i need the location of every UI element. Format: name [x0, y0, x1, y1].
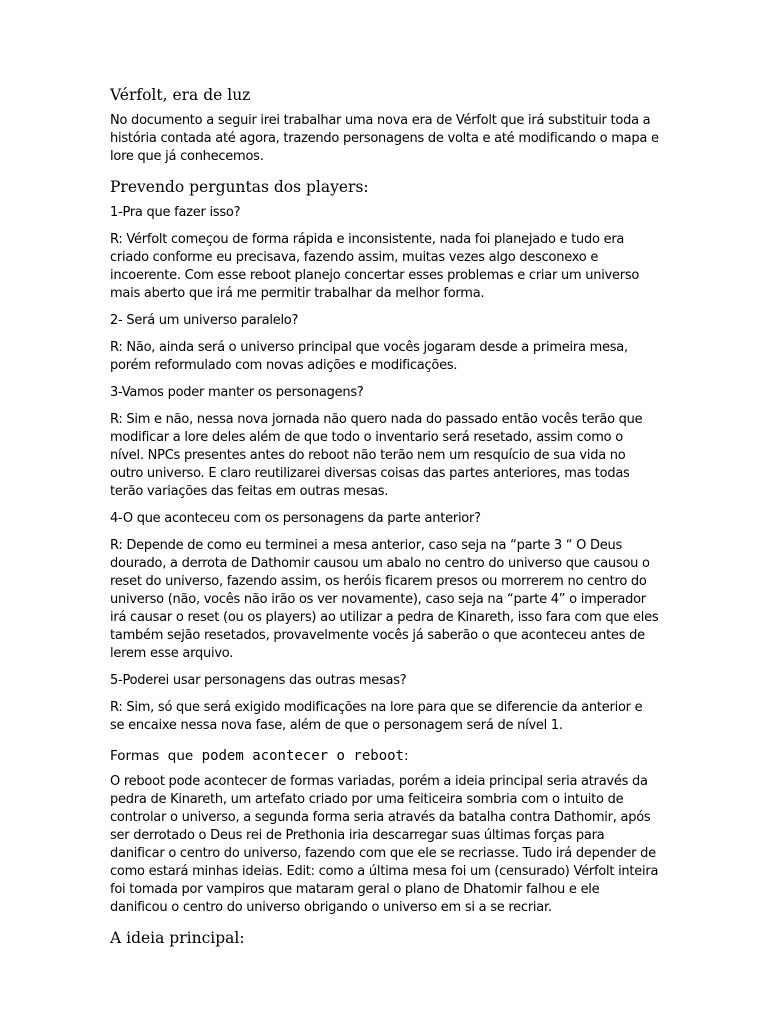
reboot-heading-colon: : [403, 748, 409, 764]
faq-question: 2- Será um universo paralelo? [110, 313, 299, 328]
faq-answer: R: Sim, só que será exigido modificações na lore para que se diferencie da anterior e se encaixe nessa nova fase, além de que o personagem será de nível 1. [110, 700, 643, 733]
reboot-heading-word: Formas [110, 748, 160, 764]
reboot-heading-word: que [167, 748, 194, 764]
faq-answer: R: Não, ainda será o universo principal que vocês jogaram desde a primeira mesa, porém reformulado com novas adições e modificações. [110, 340, 628, 373]
faq-answer: R: Depende de como eu terminei a mesa anterior, caso seja na “parte 3 “ O Deus dourado, a derrota de Dathomir causou um abalo no centro do universo que causou o reset do universo, fazendo assim, os heróis ficarem presos ou morrerem no centro do universo (não, vocês não irão os ver novamente), caso seja na “parte 4” o imperador irá causar o reset (ou os players) ao utilizar a pedra de Kinareth, isso fara com que eles também sejão resetados, provavelmente vocês já saberão o que aconteceu antes de lerem esse arquivo. [110, 538, 659, 661]
reboot-heading-word: acontecer [252, 748, 329, 764]
faq-heading: Prevendo perguntas dos players: [110, 178, 369, 196]
reboot-heading [110, 745, 660, 767]
document-title: Vérfolt, era de luz [110, 86, 251, 104]
faq-question: 5-Poderei usar personagens das outras mesas? [110, 673, 407, 688]
reboot-heading-word: podem [201, 748, 244, 764]
reboot-heading-word: o [336, 748, 345, 764]
reboot-heading-word: reboot [353, 748, 404, 764]
faq-answer: R: Vérfolt começou de forma rápida e inconsistente, nada foi planejado e tudo era criado conforme eu precisava, fazendo assim, muitas vezes algo desconexo e incoerente. Com esse reboot planejo concertar esses problemas e criar um universo mais aberto que irá me permitir trabalhar da melhor forma. [110, 232, 640, 301]
main-idea-heading: A ideia principal: [110, 929, 245, 947]
faq-question: 1-Pra que fazer isso? [110, 205, 241, 220]
faq-answer: R: Sim e não, nessa nova jornada não quero nada do passado então vocês terão que modificar a lore deles além de que todo o inventario será resetado, assim como o nível. NPCs presentes antes do reboot não terão nem um resquício de sua vida no outro universo. E claro reutilizarei diversas coisas das partes anteriores, mas todas terão variações das feitas em outras mesas. [110, 412, 643, 499]
intro-paragraph: No documento a seguir irei trabalhar uma nova era de Vérfolt que irá substituir toda a história contada até agora, trazendo personagens de volta e até modificando o mapa e lore que já conhecemos. [110, 113, 659, 164]
faq-question: 4-O que aconteceu com os personagens da parte anterior? [110, 511, 481, 526]
faq-question: 3-Vamos poder manter os personagens? [110, 385, 364, 400]
document-page [110, 84, 660, 949]
reboot-paragraph: O reboot pode acontecer de formas variadas, porém a ideia principal seria através da pedra de Kinareth, um artefato criado por uma feiticeira sombria com o intuito de controlar o universo, a segunda forma seria através da batalha contra Dathomir, após ser derrotado o Deus rei de Prethonia iria descarregar suas últimas forças para danificar o centro do universo, fazendo com que ele se recriasse. Tudo irá depender de como estará minhas ideias. Edit: como a última mesa foi um (censurado) Vérfolt inteira foi tomada por vampiros que mataram geral o plano de Dhatomir falhou e ele danificou o centro do universo obrigando o universo em si a se recriar. [110, 774, 659, 915]
